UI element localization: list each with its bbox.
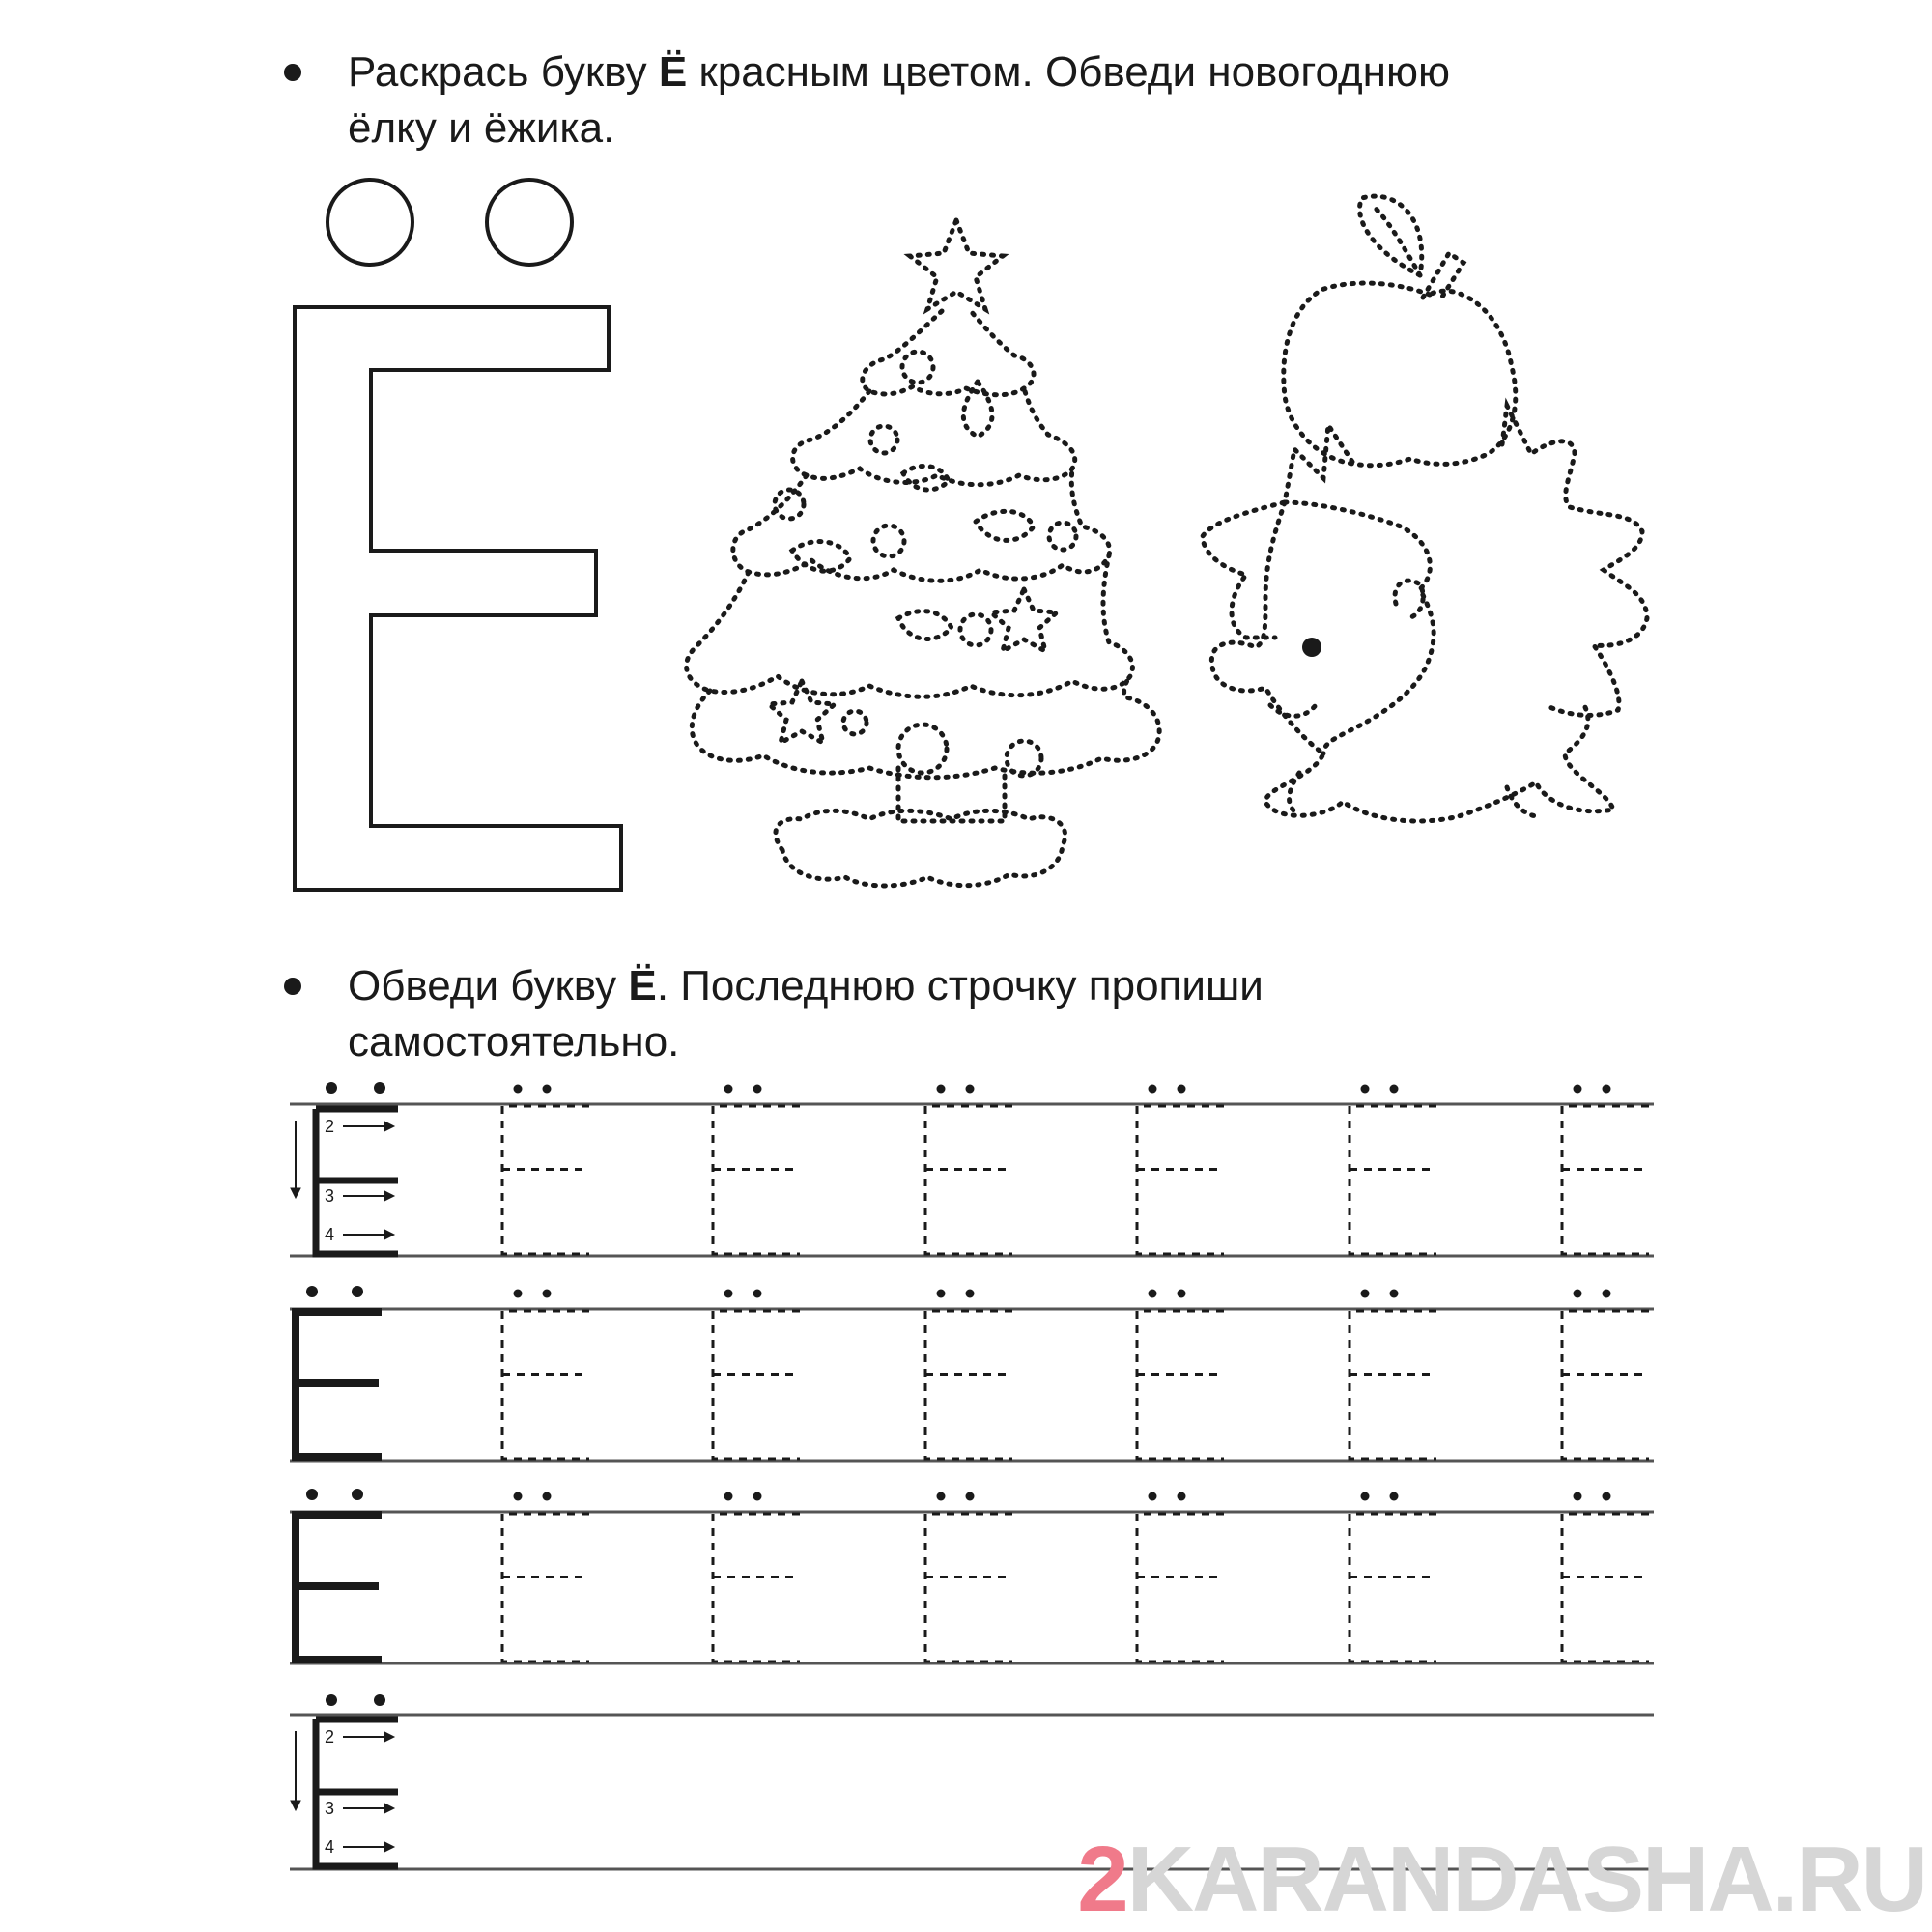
tracing-letter-yo[interactable] xyxy=(925,1514,1012,1662)
model-letter-yo-stroke-order xyxy=(291,1694,398,1866)
tracing-letter-yo[interactable] xyxy=(925,1311,1012,1459)
hedgehog-eye xyxy=(1302,638,1321,657)
tree-tier-2 xyxy=(793,388,1075,485)
ornament xyxy=(902,352,933,383)
tracing-letter-dot xyxy=(543,1492,552,1501)
instruction-text: Раскрась букву Ё красным цветом. Обведи новогоднюю ёлку и ёжика. xyxy=(348,48,1450,152)
tracing-letter-yo[interactable] xyxy=(1137,1311,1224,1459)
tracing-letter-dot xyxy=(724,1290,733,1298)
ornament xyxy=(960,614,991,645)
tracing-letter-yo[interactable] xyxy=(502,1106,589,1254)
letter-dot-left xyxy=(327,180,412,265)
stroke-order-number: 3 xyxy=(325,1799,335,1818)
writing-row-2[interactable] xyxy=(290,1309,1654,1461)
tracing-letter-yo[interactable] xyxy=(1562,1311,1649,1459)
tracing-letter-dot xyxy=(1390,1290,1399,1298)
tracing-letter-dot xyxy=(937,1492,946,1501)
model-letter-yo-solid xyxy=(296,1286,382,1457)
tracing-letter-dot xyxy=(1390,1492,1399,1501)
stroke-order-number: 4 xyxy=(325,1837,335,1857)
letter-dot-right xyxy=(487,180,572,265)
tracing-letter-dot xyxy=(753,1290,762,1298)
tracing-letter-dot xyxy=(514,1085,523,1094)
site-watermark: 2KARANDASHA.RU xyxy=(1077,1828,1926,1931)
tracing-letter-dot xyxy=(966,1085,975,1094)
stroke-order-number: 2 xyxy=(325,1117,335,1136)
tracing-letter-yo[interactable] xyxy=(1137,1106,1224,1254)
tracing-letter-dot xyxy=(1574,1492,1582,1501)
apple xyxy=(1284,283,1516,466)
tree-trunk xyxy=(898,768,1005,821)
tracing-letter-dot xyxy=(1149,1492,1157,1501)
tree-tier-3 xyxy=(733,469,1110,581)
tracing-letter-dot xyxy=(1361,1290,1370,1298)
tracing-letter-yo[interactable] xyxy=(1350,1514,1436,1662)
tracing-letter-dot xyxy=(1603,1290,1611,1298)
tree-tier-1 xyxy=(863,311,1034,395)
tracing-letter-dot xyxy=(1574,1290,1582,1298)
tracing-letter-dot xyxy=(966,1492,975,1501)
tracing-letter-dot xyxy=(937,1290,946,1298)
tracing-letter-dot xyxy=(1574,1085,1582,1094)
tracing-letter-dot xyxy=(1149,1085,1157,1094)
tracing-letter-dot xyxy=(1178,1290,1186,1298)
ornament xyxy=(898,724,947,773)
stroke-order-number: 2 xyxy=(325,1727,335,1747)
ornament xyxy=(870,426,897,453)
ornament xyxy=(1049,523,1076,550)
ornament-leaf xyxy=(898,611,952,639)
tracing-letter-yo[interactable] xyxy=(1350,1106,1436,1254)
tracing-letter-yo[interactable] xyxy=(1562,1106,1649,1254)
tracing-letter-dot xyxy=(966,1290,975,1298)
tracing-letter-dot xyxy=(1603,1085,1611,1094)
tracing-letter-yo[interactable] xyxy=(713,1106,800,1254)
instruction-text: Обведи букву Ё. Последнюю строчку пропиши самостоятельно. xyxy=(348,962,1264,1065)
tracing-letter-dot xyxy=(1149,1290,1157,1298)
hedgehog-face xyxy=(1285,502,1434,753)
apple-leaf-vein xyxy=(1372,205,1420,275)
apple-leaf xyxy=(1360,196,1422,275)
tracing-letter-dot xyxy=(724,1492,733,1501)
tracing-letter-yo[interactable] xyxy=(925,1106,1012,1254)
stroke-order-number: 3 xyxy=(325,1186,335,1206)
tracing-letter-yo[interactable] xyxy=(1350,1311,1436,1459)
tracing-letter-yo[interactable] xyxy=(713,1311,800,1459)
tracing-letter-dot xyxy=(1178,1492,1186,1501)
tracing-letter-dot xyxy=(1178,1085,1186,1094)
tracing-letter-yo[interactable] xyxy=(502,1311,589,1459)
hedgehog-with-apple-dotted[interactable] xyxy=(1203,196,1647,821)
ornament xyxy=(873,526,904,556)
tracing-letter-dot xyxy=(1361,1492,1370,1501)
stroke-order-number: 4 xyxy=(325,1225,335,1244)
ornament-star xyxy=(991,589,1057,651)
ornament xyxy=(843,711,867,734)
writing-row-1[interactable] xyxy=(290,1104,1654,1256)
tracing-letters[interactable] xyxy=(502,1085,1649,1662)
tracing-letter-dot xyxy=(543,1290,552,1298)
tracing-letter-dot xyxy=(937,1085,946,1094)
tracing-letter-dot xyxy=(1603,1492,1611,1501)
tracing-letter-yo[interactable] xyxy=(502,1514,589,1662)
hedgehog-ear xyxy=(1395,581,1423,618)
big-letter-yo-outline[interactable] xyxy=(295,180,621,890)
tracing-letter-dot xyxy=(753,1492,762,1501)
ornament-leaf xyxy=(976,511,1034,540)
tracing-letter-dot xyxy=(514,1290,523,1298)
writing-row-3[interactable] xyxy=(290,1512,1654,1663)
tracing-letter-dot xyxy=(1361,1085,1370,1094)
tracing-letter-dot xyxy=(543,1085,552,1094)
tracing-letter-yo[interactable] xyxy=(1137,1514,1224,1662)
tracing-letter-dot xyxy=(724,1085,733,1094)
tracing-letter-yo[interactable] xyxy=(1562,1514,1649,1662)
christmas-tree-dotted[interactable] xyxy=(687,220,1160,886)
tracing-letter-dot xyxy=(514,1492,523,1501)
hedgehog-body xyxy=(1211,502,1613,821)
tracing-letter-dot xyxy=(1390,1085,1399,1094)
model-letter-yo-solid xyxy=(296,1489,382,1660)
tree-star xyxy=(910,220,1003,309)
tracing-letter-dot xyxy=(753,1085,762,1094)
model-letter-yo-stroke-order xyxy=(291,1082,398,1254)
tracing-letter-yo[interactable] xyxy=(713,1514,800,1662)
